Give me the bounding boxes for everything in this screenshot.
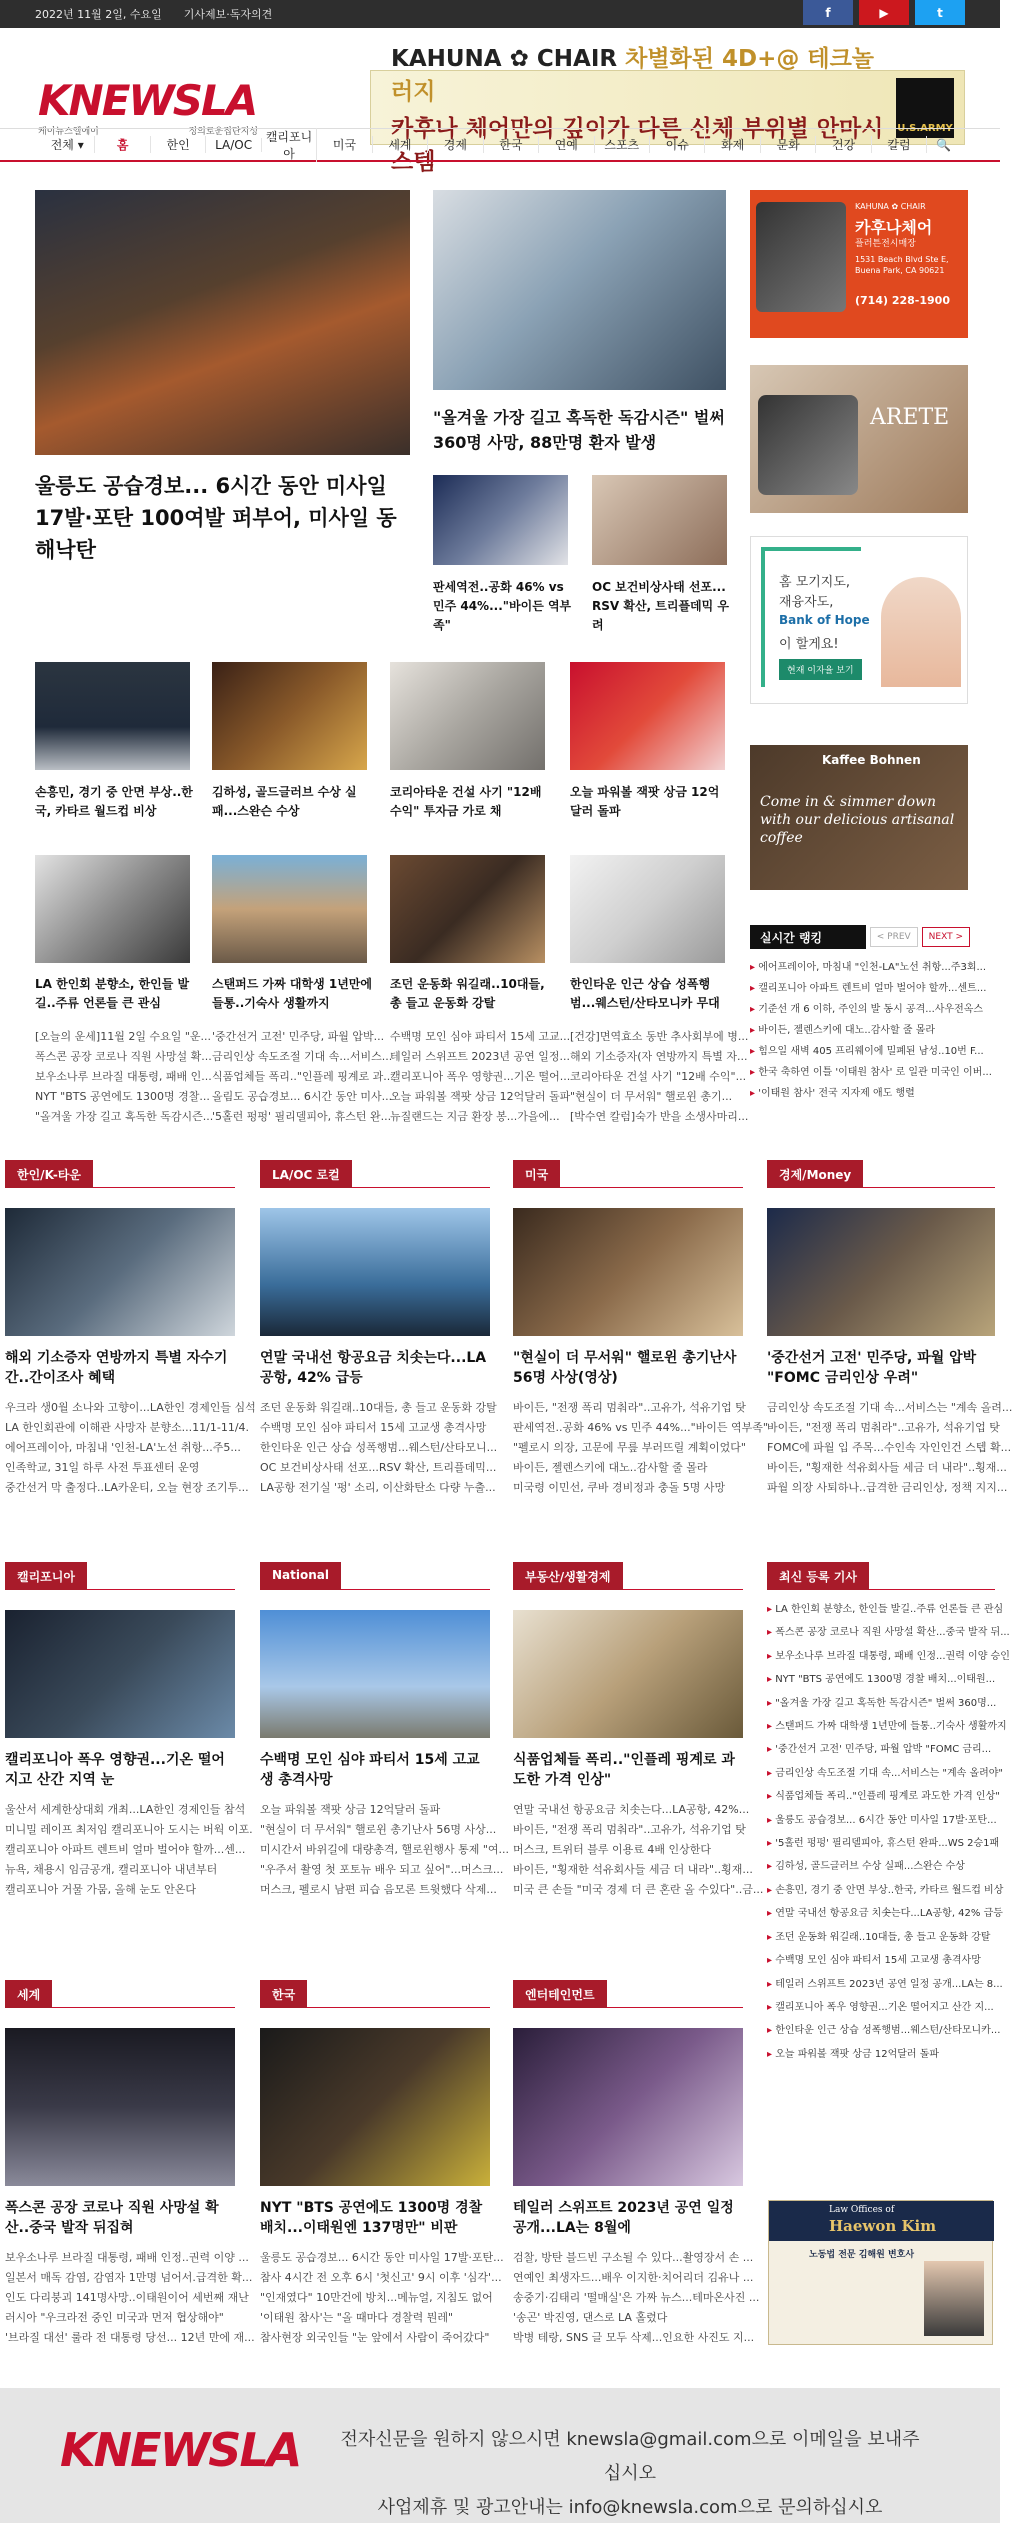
footer-logo-main: KNEWS — [60, 2423, 240, 2477]
section-title[interactable]: 경제/Money — [767, 1160, 863, 1188]
facebook-icon[interactable]: f — [803, 0, 853, 25]
nav-culture[interactable]: 문화 — [761, 136, 816, 153]
ranking-item[interactable]: ▸ 바이든, 젤렌스키에 대노..감사할 줄 몰라 — [750, 1020, 970, 1041]
ad-kaffee-text: Come in & simmer down with our delicious artisanal coffee — [760, 794, 955, 846]
section-headline[interactable]: 식품업체들 폭리.."인플레 핑계로 과도한 가격 인상" — [513, 1752, 735, 1788]
section-title[interactable]: 캘리포니아 — [5, 1562, 87, 1590]
section-list — [5, 2248, 255, 2348]
section-california — [5, 1562, 253, 1900]
section-korean-town — [5, 1160, 256, 1498]
section-list-item[interactable]: 조던 운동화 워길래..10대들, 총 들고 운동화 강탈 — [260, 1401, 497, 1414]
section-image[interactable] — [5, 1610, 235, 1738]
nav-usa[interactable]: 미국 — [317, 136, 372, 153]
section-image[interactable] — [767, 1208, 995, 1336]
section-list-item[interactable]: 미시간서 바위길에 대량총격, 핼로윈행사 통제 "여... — [260, 1843, 510, 1856]
nav-all[interactable]: 전체 ▾ — [40, 136, 95, 153]
section-title[interactable]: National — [260, 1562, 341, 1590]
section-list — [513, 1800, 764, 1900]
recent-item[interactable]: ▸ 연말 국내선 항공요금 치솟는다...LA공항, 42% 급등 — [767, 1902, 995, 1925]
ad-bank-line3: Bank of Hope — [779, 613, 870, 627]
section-list-item[interactable]: 캘리포니아 아파트 렌트비 얼마 벌어야 할까...센... — [5, 1843, 246, 1856]
ad-bank-button[interactable]: 현재 이자율 보기 — [779, 659, 862, 680]
hero-image[interactable] — [35, 190, 410, 455]
section-image[interactable] — [5, 1208, 235, 1336]
ranking-prev-button[interactable]: < PREV — [870, 927, 918, 947]
ad-law-name: Haewon Kim — [829, 2217, 937, 2235]
grid2-list-item[interactable]: 코리아타운 건설 사기 "12배 수익"... — [570, 1070, 747, 1083]
footer-logo[interactable] — [60, 2423, 300, 2477]
section-real-estate — [513, 1562, 764, 1900]
flu-article-headline[interactable]: "올겨울 가장 길고 혹독한 독감시즌" 벌써 360명 사망, 88만명 환자 발생 — [433, 408, 725, 452]
section-list-item[interactable]: 에어프레이아, 마침내 '인천-LA'노선 취항...주5... — [5, 1441, 241, 1454]
ad-bank-line4: 이 할게요! — [779, 637, 839, 652]
section-list-item[interactable]: 바이든, "전쟁 폭리 멈춰라"..고유가, 석유기업 탓 — [513, 1401, 746, 1414]
section-list-item[interactable]: 파월 의장 사퇴하나..급격한 금리인상, 정책 지지... — [767, 1481, 1008, 1494]
section-headline[interactable]: 수백명 모인 심야 파티서 15세 고교생 총격사망 — [260, 1752, 480, 1788]
section-image[interactable] — [513, 1610, 743, 1738]
nav-column[interactable]: 칼럼 — [872, 136, 927, 153]
section-headline[interactable]: NYT "BTS 공연에도 1300명 경찰 배치...이태원엔 137명만" 비판 — [260, 2200, 483, 2236]
section-list-item[interactable]: '송곤' 박진영, 댄스로 LA 홀렸다 — [513, 2311, 668, 2324]
grid2-list-item[interactable]: 오늘 파워볼 잭팟 상금 12억달러 돌파 — [390, 1090, 571, 1103]
ad-kahuna-title: 카후나체어 — [855, 218, 933, 237]
recent-item[interactable]: ▸ 한인타운 인근 상습 성폭행범...웨스턴/산타모니카... — [767, 2019, 995, 2042]
section-headline[interactable]: "현실이 더 무서워" 핼로윈 총기난사 56명 사상(영상) — [513, 1350, 737, 1386]
section-list-item[interactable]: 연예인 최생자드...배우 이지한·치어리더 김유나 ... — [513, 2271, 754, 2284]
section-list-item[interactable]: "펠로시 의장, 고문에 무릎 부러뜨릴 계획이었다" — [513, 1441, 746, 1454]
section-title[interactable]: 한국 — [260, 1980, 307, 2008]
section-headline[interactable]: 연말 국내선 항공요금 치솟는다...LA공항, 42% 급등 — [260, 1350, 487, 1386]
grid2-headline-2[interactable]: 스탠퍼드 가짜 대학생 1년만에 들통..기숙사 생활까지 — [212, 977, 372, 1010]
section-list-item[interactable]: 한인타운 인근 상습 성폭행범...웨스턴/산타모니... — [260, 1441, 498, 1454]
section-list-item[interactable]: 캘리포니아 거물 가뭄, 올해 눈도 안온다 — [5, 1883, 196, 1896]
recent-item[interactable]: ▸ 울릉도 공습경보... 6시간 동안 미사일 17발·포탄... — [767, 1809, 995, 1832]
section-list-item[interactable]: 미국 큰 손들 "미국 경제 더 큰 혼란 올 수있다"..금... — [513, 1883, 764, 1896]
oc-health-article-image[interactable] — [592, 475, 727, 565]
section-title[interactable]: 엔터테인먼트 — [513, 1980, 607, 2008]
recent-item[interactable]: ▸ 손흥민, 경기 중 안면 부상..한국, 카타르 월드컵 비상 — [767, 1879, 995, 1902]
grid2-image-2[interactable] — [212, 855, 367, 963]
grid2-list-item[interactable]: 뉴질랜드는 지금 환장 봉...가을에... — [390, 1110, 560, 1123]
recent-item[interactable]: ▸ NYT "BTS 공연에도 1300명 경찰 배치...이태원... — [767, 1668, 995, 1691]
section-headline[interactable]: '중간선거 고전' 민주당, 파월 압박 "FOMC 금리인상 우려" — [767, 1350, 977, 1386]
grid2-list-1 — [35, 1027, 214, 1127]
nav-world[interactable]: 세계 — [373, 136, 428, 153]
section-list-item[interactable]: 러시아 "우크라전 중인 미국과 먼저 협상해야" — [5, 2311, 224, 2324]
recent-item[interactable]: ▸ 조던 운동화 워길래..10대들, 총 들고 운동화 강탈 — [767, 1926, 995, 1949]
grid2-list-item[interactable]: 폭스콘 공장 코로나 직원 사망설 확... — [35, 1050, 212, 1063]
logo-main-text: KNEWS — [38, 76, 201, 125]
section-list-item[interactable]: '브라질 대선' 룰라 전 대통령 당선... 12년 만에 재... — [5, 2331, 255, 2344]
flu-article-image[interactable] — [433, 190, 726, 390]
banner-tagline: 차별화된 4D+@ 테크놀러지 — [391, 45, 875, 105]
ranking-title: 실시간 랭킹 — [750, 925, 866, 949]
realtime-ranking — [750, 925, 992, 1104]
section-list-item[interactable]: 참사현장 외국인들 "눈 앞에서 사람이 죽어갔다" — [260, 2331, 490, 2344]
grid2-image-4[interactable] — [570, 855, 725, 963]
nav-la-oc[interactable]: LA/OC — [206, 138, 261, 152]
section-list-item[interactable]: 바이든, "전쟁 폭리 멈춰라"..고유가, 석유기업 탓 — [767, 1421, 1000, 1434]
section-headline[interactable]: 해외 기소증자 연방까지 특별 자수기간..간이조사 혜택 — [5, 1350, 228, 1386]
section-image[interactable] — [260, 1610, 490, 1738]
recent-item[interactable]: ▸ "올겨울 가장 길고 혹독한 독감시즌" 벌써 360명... — [767, 1692, 995, 1715]
section-list-item[interactable]: 인도 다리붕괴 141명사망..이태원이어 세번째 재난 — [5, 2291, 249, 2304]
section-title[interactable]: 세계 — [5, 1980, 52, 2008]
section-list-item[interactable]: 인족학교, 31일 하루 사전 투표센터 운영 — [5, 1461, 200, 1474]
grid-headline-4[interactable]: 오늘 파워볼 잭팟 상금 12억달러 돌파 — [570, 785, 720, 818]
ranking-item[interactable]: ▸ 기준선 개 6 이하, 주인의 발 동시 공격...사우전옥스 — [750, 999, 970, 1020]
section-list-item[interactable]: 울릉도 공습경보... 6시간 동안 미사일 17발·포탄... — [260, 2251, 504, 2264]
youtube-icon[interactable]: ▶ — [859, 0, 909, 25]
ad-kahuna-phone: (714) 228-1900 — [855, 294, 950, 307]
recent-item[interactable]: ▸ 식품업체들 폭리.."인플레 핑계로 과도한 가격 인상" — [767, 1785, 995, 1808]
section-list-item[interactable]: 판세역전..공화 46% vs 민주 44%..."바이든 역부족" — [513, 1421, 768, 1434]
us-army-badge-icon: U.S.ARMY — [896, 78, 954, 138]
grid2-image-1[interactable] — [35, 855, 190, 963]
search-icon[interactable]: 🔍 — [936, 137, 952, 152]
section-entertainment — [513, 1980, 760, 2348]
section-image[interactable] — [513, 1208, 743, 1336]
banner-subline: 카후나 체어만의 깊이가 다른 신체 부위별 안마시스템 — [391, 115, 884, 175]
arete-chair-ad[interactable] — [750, 365, 968, 513]
grid2-list-item[interactable]: 금리인상 속도조절 기대 속...서비스... — [212, 1050, 393, 1063]
section-headline[interactable]: 캘리포니아 폭우 영향권...기온 떨어지고 산간 지역 눈 — [5, 1752, 225, 1788]
grid2-list-2 — [212, 1027, 394, 1127]
recent-articles — [767, 1562, 1010, 2066]
poll-article-headline[interactable]: 판세역전..공화 46% vs 민주 44%..."바이든 역부족" — [433, 580, 572, 632]
section-title[interactable]: 미국 — [513, 1160, 560, 1188]
nav-korea[interactable]: 한국 — [484, 136, 539, 153]
ad-law-firm: Law Offices of — [829, 2205, 895, 2215]
footer-logo-accent: LA — [239, 2423, 301, 2477]
ad-bank-line2: 재융자도, — [779, 595, 834, 610]
section-list-item[interactable]: 미니밀 레이프 최저임 캘리포니아 도시는 버웍 이포. — [5, 1823, 253, 1836]
ad-kahuna-sub: 플러튼전시매장 — [855, 239, 916, 249]
recent-item[interactable]: ▸ 수백명 모인 심야 파티서 15세 고교생 총격사망 — [767, 1949, 995, 1972]
section-list-item[interactable]: FOMC에 파월 입 주목...수인속 자인인건 스텝 확... — [767, 1441, 1012, 1454]
section-list-item[interactable]: 우크라 생0월 소나와 고향이...LA한인 경제인들 심석 — [5, 1401, 256, 1414]
oc-health-article-headline[interactable]: OC 보건비상사태 선포... RSV 확산, 트리플데믹 우려 — [592, 580, 729, 632]
grid2-headline-1[interactable]: LA 한인회 분향소, 한인들 발길..주류 언론들 큰 관심 — [35, 977, 190, 1010]
ranking-item[interactable]: ▸ 한국 축하연 이틀 '이태원 참사' 로 일관 미국인 이버... — [750, 1062, 970, 1083]
section-list-item[interactable]: '이태원 참사'는 "올 때마다 경찰력 뭔레" — [260, 2311, 454, 2324]
grid2-list-item[interactable]: [박수연 칼럼]숙가 반을 소생사마리... — [570, 1110, 749, 1123]
section-title: 최신 등록 기사 — [767, 1562, 869, 1590]
grid-image-1[interactable] — [35, 662, 190, 770]
recent-item[interactable]: ▸ 캘리포니아 폭우 영향권...기온 떨어지고 산간 지... — [767, 1996, 995, 2019]
grid-image-4[interactable] — [570, 662, 725, 770]
section-list-item[interactable]: 중간선거 막 출정다..LA카운티, 오늘 현장 조기투... — [5, 1481, 249, 1494]
grid-headline-2[interactable]: 김하성, 골드글러브 수상 실패...스완슨 수상 — [212, 785, 357, 818]
grid2-list-item[interactable]: '5홀런 펑펑' 필리델피아, 휴스턴 완... — [212, 1110, 392, 1123]
grid-headline-3[interactable]: 코리아타운 건설 사기 "12배 수익" 투자금 가로 채 — [390, 785, 542, 818]
nav-sports[interactable]: 스포츠 — [595, 136, 650, 153]
recent-item[interactable]: ▸ 스탠퍼드 가짜 대학생 1년만에 들통..기숙사 생활까지 — [767, 1715, 995, 1738]
section-list-item[interactable]: 일본서 매독 감염, 감염자 1만명 넘어서.급격한 확... — [5, 2271, 253, 2284]
section-la-oc — [260, 1160, 498, 1498]
recent-item[interactable]: ▸ LA 한인회 분향소, 한인들 발길..주류 언론들 큰 관심 — [767, 1598, 995, 1621]
section-list — [5, 1398, 256, 1498]
section-list-item[interactable]: "현실이 더 무서워" 핼로윈 총기난사 56명 사상... — [260, 1823, 497, 1836]
section-usa — [513, 1160, 768, 1498]
ad-kahuna-brand: KAHUNA ✿ CHAIR — [855, 202, 926, 211]
recent-item[interactable]: ▸ 김하성, 골드글러브 수상 실패...스완슨 수상 — [767, 1855, 995, 1878]
ad-law-sub: 노동법 전문 김해원 변호사 — [809, 2250, 915, 2260]
section-list-item[interactable]: 바이든, 젤렌스키에 대노..감사할 줄 몰라 — [513, 1461, 708, 1474]
grid2-list-item[interactable]: 식품업체들 폭리.."인플레 핑계로 과... — [212, 1070, 394, 1083]
nav-issue[interactable]: 이슈 — [650, 136, 705, 153]
section-korea — [260, 1980, 504, 2348]
logo-accent-text: LA — [200, 76, 257, 125]
grid2-list-item[interactable]: 캘리포니아 폭우 영향권...기온 떨어... — [390, 1070, 571, 1083]
hero-headline[interactable]: 울릉도 공습경보... 6시간 동안 미사일 17발·포탄 100여발 퍼부어, 미사일 동해낙탄 — [35, 474, 397, 562]
nav-topic[interactable]: 화제 — [705, 136, 760, 153]
site-footer — [0, 2388, 1000, 2523]
section-list-item[interactable]: 바이든, "전쟁 폭리 멈춰라"..고유가, 석유기업 탓 — [513, 1823, 746, 1836]
poll-article-image[interactable] — [433, 475, 568, 565]
section-title[interactable]: 부동산/생활경제 — [513, 1562, 623, 1590]
section-list-item[interactable]: 송중기·김태리 '떨매실'은 가짜 뉴스...테마온사진 ... — [513, 2291, 760, 2304]
section-list-item[interactable]: "인재였다" 10만건에 방치...메뉴얼, 지침도 없어 — [260, 2291, 493, 2304]
section-list-item[interactable]: 오늘 파워볼 잭팟 상금 12억달러 돌파 — [260, 1803, 441, 1816]
nav-economy[interactable]: 경제 — [428, 136, 483, 153]
grid-image-2[interactable] — [212, 662, 367, 770]
section-image[interactable] — [513, 2028, 743, 2186]
recent-item[interactable]: ▸ 금리인상 속도조절 기대 속...서비스는 "계속 올려야" — [767, 1762, 995, 1785]
grid2-list-item[interactable]: 올림도 공습경보... 6시간 동안 미사... — [212, 1090, 393, 1103]
grid-headline-1[interactable]: 손흥민, 경기 중 안면 부상..한국, 카타르 월드컵 비상 — [35, 785, 193, 818]
section-list-item[interactable]: 머스크, 펠로시 남편 피습 음모론 트윗했다 삭제... — [260, 1883, 497, 1896]
grid2-list-item[interactable]: "올겨울 가장 길고 혹독한 독감시즌... — [35, 1110, 214, 1123]
recent-item[interactable]: ▸ '중간선거 고전' 민주당, 파월 압박 "FOMC 금리... — [767, 1738, 995, 1761]
section-list-item[interactable]: 바이든, "횡재한 석유회사들 세금 더 내라"..횡재... — [513, 1863, 753, 1876]
section-list — [260, 2248, 504, 2348]
tip-link[interactable]: 기사제보·독자의견 — [183, 8, 273, 21]
grid2-list-item[interactable]: 테일러 스위프트 2023년 공연 일정... — [390, 1050, 570, 1063]
recent-item[interactable]: ▸ 폭스콘 공장 코로나 직원 사망설 확산...중국 발작 뒤... — [767, 1621, 995, 1644]
grid2-list-4 — [570, 1027, 749, 1127]
law-office-ad[interactable] — [768, 2200, 993, 2345]
grid2-headline-3[interactable]: 조던 운동화 워길래..10대들, 총 들고 운동화 강탈 — [390, 977, 545, 1010]
section-headline[interactable]: 폭스콘 공장 코로나 직원 사망설 확산..중국 발작 뒤집혀 — [5, 2200, 219, 2236]
ranking-item[interactable]: ▸ 힘으일 새벽 405 프리웨이에 밀폐된 남성..10번 F... — [750, 1041, 970, 1062]
ad-kahuna-addr: 1531 Beach Blvd Ste E, Buena Park, CA 90621 — [855, 255, 949, 275]
recent-item[interactable]: ▸ 보우소나루 브라질 대통령, 패배 인정...권력 이양 승인 — [767, 1645, 995, 1668]
section-national — [260, 1562, 510, 1900]
twitter-icon[interactable]: t — [915, 0, 965, 25]
section-list-item[interactable]: 금리인상 속도조절 기대 속...서비스는 "계속 올려... — [767, 1401, 1012, 1414]
footer-line-1: 전자신문을 원하지 않으시면 knewsla@gmail.com으로 이메일을 보내주십시오 — [340, 2429, 920, 2484]
section-list-item[interactable]: 박병 테랑, SNS 글 모두 삭제...인요한 사진도 지... — [513, 2331, 755, 2344]
section-economy — [767, 1160, 1012, 1498]
section-world — [5, 1980, 255, 2348]
ranking-item[interactable]: ▸ 에어프레이아, 마침내 "인천-LA"노선 취항...주3회... — [750, 957, 970, 978]
ranking-item[interactable]: ▸ '이태원 참사' 전국 지자제 애도 행렬 — [750, 1083, 970, 1104]
section-list-item[interactable]: 보우소나루 브라질 대통령, 패배 인정..권력 이양 ... — [5, 2251, 249, 2264]
grid2-image-3[interactable] — [390, 855, 545, 963]
section-list — [260, 1800, 510, 1900]
recent-item[interactable]: ▸ 테일러 스위프트 2023년 공연 일정 공개...LA는 8... — [767, 1973, 995, 1996]
logo-subtitle-right: 정의로운집단지성 — [188, 127, 258, 137]
grid2-list-item[interactable]: 수백명 모인 심야 파티서 15세 고교... — [390, 1030, 571, 1043]
grid2-list-item[interactable]: '중간선거 고전' 민주당, 파월 압박... — [212, 1030, 385, 1043]
logo-subtitle-left: 케이뉴스엘에이 — [38, 127, 99, 137]
section-list-item[interactable]: 바이든, "횡재한 석유회사들 세금 더 내라"..횡재... — [767, 1461, 1007, 1474]
recent-item[interactable]: ▸ '5홀런 펑펑' 필리델피아, 휴스턴 완파...WS 2승1패 — [767, 1832, 995, 1855]
section-list-item[interactable]: "우주서 촬영 첫 포토뉴 배우 되고 싶어"...머스크... — [260, 1863, 504, 1876]
nav-entertainment[interactable]: 연예 — [539, 136, 594, 153]
nav-health[interactable]: 건강 — [816, 136, 871, 153]
section-list-item[interactable]: 미국령 이민선, 쿠바 경비정과 충돌 5명 사망 — [513, 1481, 726, 1494]
footer-line-2: 사업제휴 및 광고안내는 info@knewsla.com으로 문의하십시오 — [377, 2497, 883, 2518]
current-date: 2022년 11월 2일, 수요일 — [35, 8, 162, 21]
ad-kaffee-title: Kaffee Bohnen — [822, 753, 921, 767]
social-links — [803, 0, 965, 25]
section-list-item[interactable]: 참사 4시간 전 오후 6시 '첫신고' 9시 이후 '심각'... — [260, 2271, 502, 2284]
grid-image-3[interactable] — [390, 662, 545, 770]
section-headline[interactable]: 테일러 스위프트 2023년 공연 일정 공개...LA는 8월에 — [513, 2200, 734, 2236]
section-list — [513, 1398, 768, 1498]
section-list-item[interactable]: 뉴욕, 채용시 임금공개, 캘리포니아 내년부터 — [5, 1863, 218, 1876]
section-list-item[interactable]: LA공항 전기실 '펑' 소리, 이산화탄소 다량 누출... — [260, 1481, 496, 1494]
top-bar — [0, 0, 1000, 28]
section-list-item[interactable]: 수백명 모인 심야 파티서 15세 고교생 총격사망 — [260, 1421, 487, 1434]
section-list — [260, 1398, 498, 1498]
section-list — [767, 1398, 1012, 1498]
section-title[interactable]: LA/OC 로컬 — [260, 1160, 352, 1188]
grid2-list-item[interactable]: 보우소나루 브라질 대통령, 패배 인... — [35, 1070, 212, 1083]
grid2-list-item[interactable]: NYT "BTS 공연에도 1300명 경찰... — [35, 1090, 210, 1103]
section-list — [513, 2248, 760, 2348]
grid2-list-3 — [390, 1027, 571, 1127]
section-image[interactable] — [5, 2028, 235, 2186]
grid2-list-item[interactable]: "현실이 더 무서워" 핼로윈 총기... — [570, 1090, 733, 1103]
ad-bank-line1: 홈 모기지도, — [779, 575, 851, 590]
bank-of-hope-ad[interactable] — [750, 536, 968, 704]
banner-brand: KAHUNA ✿ CHAIR — [391, 45, 618, 72]
section-list-item[interactable]: 머스크, 트위터 블루 이용료 4배 인상한다 — [513, 1843, 711, 1856]
section-image[interactable] — [260, 2028, 490, 2186]
ranking-next-button[interactable]: NEXT > — [922, 927, 970, 947]
section-list-item[interactable]: 울산서 세계한상대회 개최...LA한인 경제인들 참석 — [5, 1803, 246, 1816]
grid2-list-item[interactable]: [오늘의 운세]11월 2일 수요일 "운... — [35, 1030, 211, 1043]
section-list-item[interactable]: LA 한인회관에 이해관 사망자 분향소...11/1-11/4. — [5, 1421, 250, 1434]
nav-korean-american[interactable]: 한인 — [151, 136, 206, 153]
nav-california[interactable]: 캘리포니아 — [262, 128, 317, 162]
recent-item[interactable]: ▸ 오늘 파워볼 잭팟 상금 12억달러 돌파 — [767, 2043, 995, 2066]
main-navigation — [0, 128, 1000, 162]
section-list-item[interactable]: 검찰, 방탄 블드빈 구소될 수 있다...촬영장서 손 ... — [513, 2251, 754, 2264]
ranking-item[interactable]: ▸ 캘리포니아 아파트 렌트비 얼마 벌어야 할까...센트... — [750, 978, 970, 999]
section-title[interactable]: 한인/K-타운 — [5, 1160, 93, 1188]
grid2-headline-4[interactable]: 한인타운 인근 상습 성폭행범...웨스턴/산타모니카 무대 — [570, 977, 720, 1010]
nav-home[interactable]: 홈 — [95, 136, 150, 153]
grid2-list-item[interactable]: 해외 기소증자(자 연방까지 특별 자... — [570, 1050, 748, 1063]
ad-arete-title: ARETE — [870, 405, 950, 430]
section-list — [5, 1800, 253, 1900]
kaffee-bohnen-ad[interactable] — [750, 745, 968, 890]
section-image[interactable] — [260, 1208, 490, 1336]
section-list-item[interactable]: OC 보건비상사태 선포...RSV 확산, 트리플데믹... — [260, 1461, 497, 1474]
grid2-list-item[interactable]: [건강]면역효소 동반 추사회부에 병... — [570, 1030, 749, 1043]
section-list-item[interactable]: 연말 국내선 항공요금 치솟는다...LA공항, 42%... — [513, 1803, 750, 1816]
kahuna-showroom-ad[interactable] — [750, 190, 968, 338]
footer-message — [340, 2423, 920, 2525]
